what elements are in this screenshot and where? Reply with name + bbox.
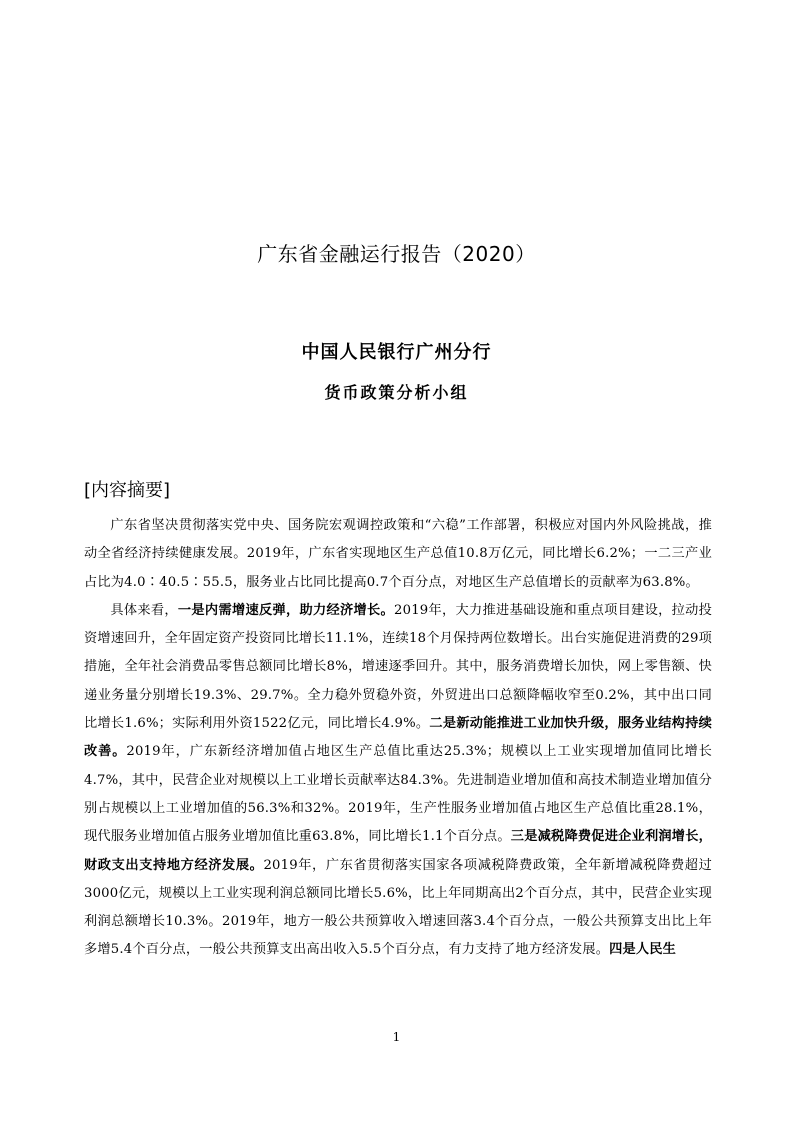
p2-text-2: 2019年，大力推进基础设施和重点项目建设，拉动投资增速回升，全年固定资产投资同比增长11.1%，连续18个月保持两位数增长。出台实施促进消费的29项措施，全年社会消费品零售总额同比增长8%，增速逐季回升。其中，服务消费增长加快，网上零售额、快递业务量分别增长19.3%、29.7%。全力稳外贸稳外资，外贸进出口总额降幅收窄至0.2%，其中出口同比增长1.6%；实际利用外资1522亿元，同比增长4.9%。 [84,602,712,732]
p2-highlight-1: 一是内需增速反弹，助力经济增长。 [177,602,395,618]
paragraph-1: 广东省坚决贯彻落实党中央、国务院宏观调控政策和“六稳”工作部署，积极应对国内外风险挑战，推动全省经济持续健康发展。2019年，广东省实现地区生产总值10.8万亿元，同比增长6.2%；一二三产业占比为4.0∶40.5∶55.5，服务业占比同比提高0.7个百分点，对地区生产总值增长的贡献率为63.8%。 [84,518,712,590]
abstract-heading: [内容摘要] [84,480,171,501]
p2-text-3: 2019年，广东新经济增加值占地区生产总值比重达25.3%；规模以上工业实现增加值同比增长4.7%，其中，民营企业对规模以上工业增长贡献率达84.3%。先进制造业增加值和高技术制造业增加值分别占规模以上工业增加值的56.3%和32%。2019年，生产性服务业增加值占地区生产总值比重28.1%，现代服务业增加值占服务业增加值比重63.8%，同比增长1.1个百分点。 [84,744,712,845]
page-number: 1 [392,1030,401,1044]
abstract-body [84,512,712,965]
p2-text-4: 2019年，广东省贯彻落实国家各项减税降费政策，全年新增减税降费超过3000亿元，规模以上工业实现利润总额同比增长5.6%，比上年同期高出2个百分点，其中，民营企业实现利润总额增长10.3%。2019年，地方一般公共预算收入增速回落3.4个百分点，一般公共预算支出比上年多增5.4个百分点，一般公共预算支出高出收入5.5个百分点，有力支持了地方经济发展。 [84,857,712,958]
author-group: 货币政策分析小组 [324,383,469,402]
p2-highlight-2: 二是新动能推进工业加快升级，服务业结构持续改善。 [84,716,712,760]
report-title: 广东省金融运行报告（2020） [257,242,536,266]
author-organization: 中国人民银行广州分行 [301,342,492,363]
p2-highlight-4: 四是人民生 [609,942,677,958]
p2-highlight-3: 三是减税降费促进企业利润增长，财政支出支持地方经济发展。 [84,829,712,873]
p2-text-1: 具体来看， [110,602,178,618]
paragraph-2 [84,597,712,965]
